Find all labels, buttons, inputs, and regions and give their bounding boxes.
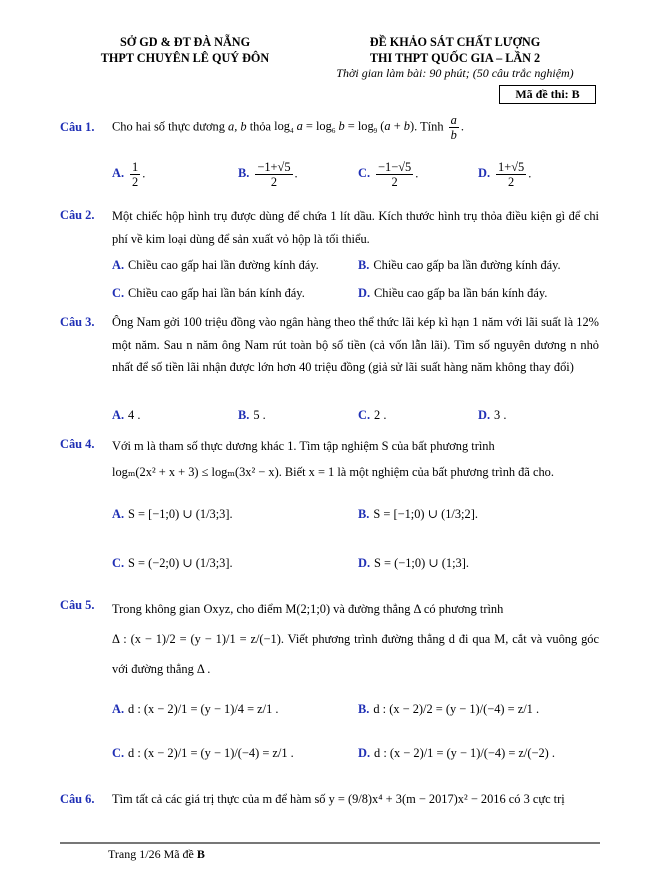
footer-divider bbox=[60, 842, 600, 844]
q4-text-part: . Biết x = 1 là một nghiệm của bất phương trình đã cho. bbox=[278, 465, 554, 479]
option-letter: A. bbox=[112, 408, 125, 422]
q2-option-b[interactable] bbox=[358, 258, 561, 273]
option-letter: B. bbox=[238, 166, 250, 181]
q4-option-c[interactable] bbox=[112, 555, 233, 571]
question-6-text bbox=[112, 788, 612, 811]
option-letter: C. bbox=[112, 286, 125, 300]
question-4-label: Câu 4. bbox=[60, 437, 95, 451]
option-text: S = [−1;0) ∪ (1/3;3]. bbox=[128, 507, 233, 521]
frac-num: 1 bbox=[132, 160, 139, 174]
q2-option-a[interactable] bbox=[112, 258, 319, 273]
option-text: Chiều cao gấp ba lần đường kính đáy. bbox=[373, 258, 561, 272]
q1-text-part: . Tính bbox=[414, 119, 447, 134]
q1-option-c[interactable]: C. $\frac{-1-√5}{2}$ . bbox=[358, 160, 419, 189]
option-text: 3 . bbox=[494, 408, 507, 422]
frac-den: 2 bbox=[270, 175, 278, 189]
page-footer bbox=[108, 847, 205, 862]
frac-den: 2 bbox=[132, 175, 139, 189]
q1-fraction bbox=[449, 113, 459, 142]
option-text: Chiều cao gấp hai lần bán kính đáy. bbox=[128, 286, 305, 300]
option-letter: C. bbox=[112, 746, 125, 760]
option-text: d : (x − 2)/1 = (y − 1)/4 = z/1 . bbox=[128, 702, 279, 716]
option-letter: D. bbox=[478, 166, 491, 181]
option-letter: B. bbox=[238, 408, 250, 422]
option-text: 4 . bbox=[128, 408, 141, 422]
option-letter: A. bbox=[112, 702, 125, 716]
footer-exam-code: B bbox=[196, 847, 205, 861]
option-letter: D. bbox=[358, 556, 371, 570]
frac-den: b bbox=[450, 128, 457, 142]
q4-math: logₘ(2x² + x + 3) ≤ logₘ(3x² − x) bbox=[112, 465, 279, 479]
q3-option-c[interactable] bbox=[358, 408, 386, 423]
q2-option-c[interactable] bbox=[112, 286, 305, 301]
option-letter: D. bbox=[478, 408, 491, 422]
option-letter: C. bbox=[358, 166, 371, 181]
option-letter: C. bbox=[358, 408, 371, 422]
question-1-label: Câu 1. bbox=[60, 120, 95, 134]
question-5-text bbox=[112, 594, 599, 684]
option-text: Chiều cao gấp ba lần bán kính đáy. bbox=[374, 286, 548, 300]
question-2-text: Một chiếc hộp hình trụ được dùng để chứa 1 lít dầu. Kích thước hình trụ thỏa điều kiện gì để chi phí về kim loại dùng để sản xuất vỏ hộp là tối thiểu. bbox=[112, 209, 599, 246]
question-4-text bbox=[112, 433, 599, 485]
question-3-text: Ông Nam gởi 100 triệu đồng vào ngân hàng theo thể thức lãi kép kì hạn 1 năm với lãi suất là 12% một năm. Sau n năm ông Nam rút toàn bộ số tiền (cả vốn lẫn lãi). Tìm số nguyên dương n nhỏ nhất để số tiền lãi nhận được lớn hơn 40 triệu đồng (giả sử lãi suất hàng năm không thay đổi) bbox=[112, 315, 599, 374]
option-text: d : (x − 2)/1 = (y − 1)/(−4) = z/(−2) . bbox=[374, 746, 555, 760]
option-text: d : (x − 2)/2 = (y − 1)/(−4) = z/1 . bbox=[373, 702, 540, 716]
option-text: Chiều cao gấp hai lần đường kính đáy. bbox=[128, 258, 319, 272]
option-text: d : (x − 2)/1 = (y − 1)/(−4) = z/1 . bbox=[128, 746, 294, 760]
option-letter: C. bbox=[112, 556, 125, 570]
q1-option-d[interactable]: D. $\frac{1+√5}{2}$ . bbox=[478, 160, 532, 189]
question-1-text: Cho hai số thực dương a, b thỏa $\log_4 a = \log_6 b = \log_9 (a + b)$. Tính $\frac{a}{b}$ . bbox=[112, 113, 464, 142]
exam-subtitle: THI THPT QUỐC GIA – LẦN 2 bbox=[369, 51, 541, 65]
option-letter: D. bbox=[358, 286, 371, 300]
option-letter: D. bbox=[358, 746, 371, 760]
school-header bbox=[70, 34, 300, 66]
q3-option-a[interactable] bbox=[112, 408, 140, 423]
q5-option-d[interactable] bbox=[358, 746, 555, 761]
option-text: S = (−2;0) ∪ (1/3;3]. bbox=[128, 556, 233, 570]
q1-text-part: thỏa bbox=[246, 119, 275, 134]
q4-option-b[interactable] bbox=[358, 506, 478, 522]
exam-title: ĐỀ KHẢO SÁT CHẤT LƯỢNG bbox=[369, 35, 541, 49]
time-note: Thời gian làm bài: 90 phút; (50 câu trắc nghiệm) bbox=[336, 66, 574, 80]
exam-code-box: Mã đề thi: B bbox=[499, 85, 596, 104]
option-text: 2 . bbox=[374, 408, 387, 422]
frac-num: a bbox=[450, 113, 457, 127]
q5-math: Δ : (x − 1)/2 = (y − 1)/1 = z/(−1) bbox=[112, 632, 281, 646]
option-letter: B. bbox=[358, 258, 370, 272]
q4-option-d[interactable] bbox=[358, 555, 469, 571]
exam-header bbox=[305, 34, 605, 66]
option-text: 5 . bbox=[253, 408, 266, 422]
option-letter: B. bbox=[358, 702, 370, 716]
option-letter: A. bbox=[112, 507, 125, 521]
question-3-label: Câu 3. bbox=[60, 315, 95, 329]
option-letter: A. bbox=[112, 258, 125, 272]
q1-option-b[interactable]: B. $\frac{-1+√5}{2}$ . bbox=[238, 160, 298, 189]
frac-den: 2 bbox=[508, 175, 515, 189]
frac-num: −1+√5 bbox=[257, 160, 291, 174]
q5-option-a[interactable] bbox=[112, 702, 279, 717]
q5-option-b[interactable] bbox=[358, 702, 539, 717]
q5-text-part: Trong không gian Oxyz, cho điểm M(2;1;0) và đường thẳng Δ có phương trình bbox=[112, 602, 504, 616]
q3-option-d[interactable] bbox=[478, 408, 506, 423]
question-2-label: Câu 2. bbox=[60, 208, 95, 222]
q2-option-d[interactable] bbox=[358, 286, 547, 301]
department-name: SỞ GD & ĐT ĐÀ NẴNG bbox=[119, 35, 251, 49]
frac-den: 2 bbox=[391, 175, 398, 189]
q1-vars: a, b bbox=[228, 119, 247, 134]
page-number: Trang 1/26 Mã đề bbox=[108, 847, 197, 861]
q1-text-part: Cho hai số thực dương bbox=[112, 119, 229, 134]
option-text: S = (−1;0) ∪ (1;3]. bbox=[374, 556, 469, 570]
q6-text-part: có 3 cực trị bbox=[505, 792, 565, 806]
question-5-label: Câu 5. bbox=[60, 598, 95, 612]
frac-num: −1−√5 bbox=[378, 160, 412, 174]
frac-num: 1+√5 bbox=[498, 160, 525, 174]
q4-text-part: Với m là tham số thực dương khác 1. Tìm tập nghiệm S của bất phương trình bbox=[112, 439, 495, 453]
question-6-label: Câu 6. bbox=[60, 792, 95, 806]
school-name: THPT CHUYÊN LÊ QUÝ ĐÔN bbox=[100, 51, 270, 65]
q4-option-a[interactable] bbox=[112, 506, 233, 522]
q1-option-a[interactable]: A. $\frac{1}{2}$ . bbox=[112, 160, 146, 189]
option-text: S = [−1;0) ∪ (1/3;2]. bbox=[373, 507, 478, 521]
q5-option-c[interactable] bbox=[112, 746, 294, 761]
q5-text-part: . Viết phương trình đường thẳng d đi qua M, cắt và vuông góc với đường thẳng Δ . bbox=[112, 632, 600, 676]
q3-option-b[interactable] bbox=[238, 408, 266, 423]
q6-math: y = (9/8)x⁴ + 3(m − 2017)x² − 2016 bbox=[328, 792, 506, 806]
q1-math: $\log_4 a = \log_6 b = \log_9 (a + b)$ bbox=[274, 119, 415, 136]
option-letter: A. bbox=[112, 166, 125, 181]
q6-text-part: Tìm tất cả các giá trị thực của m để hàm số bbox=[112, 792, 329, 806]
option-letter: B. bbox=[358, 507, 370, 521]
